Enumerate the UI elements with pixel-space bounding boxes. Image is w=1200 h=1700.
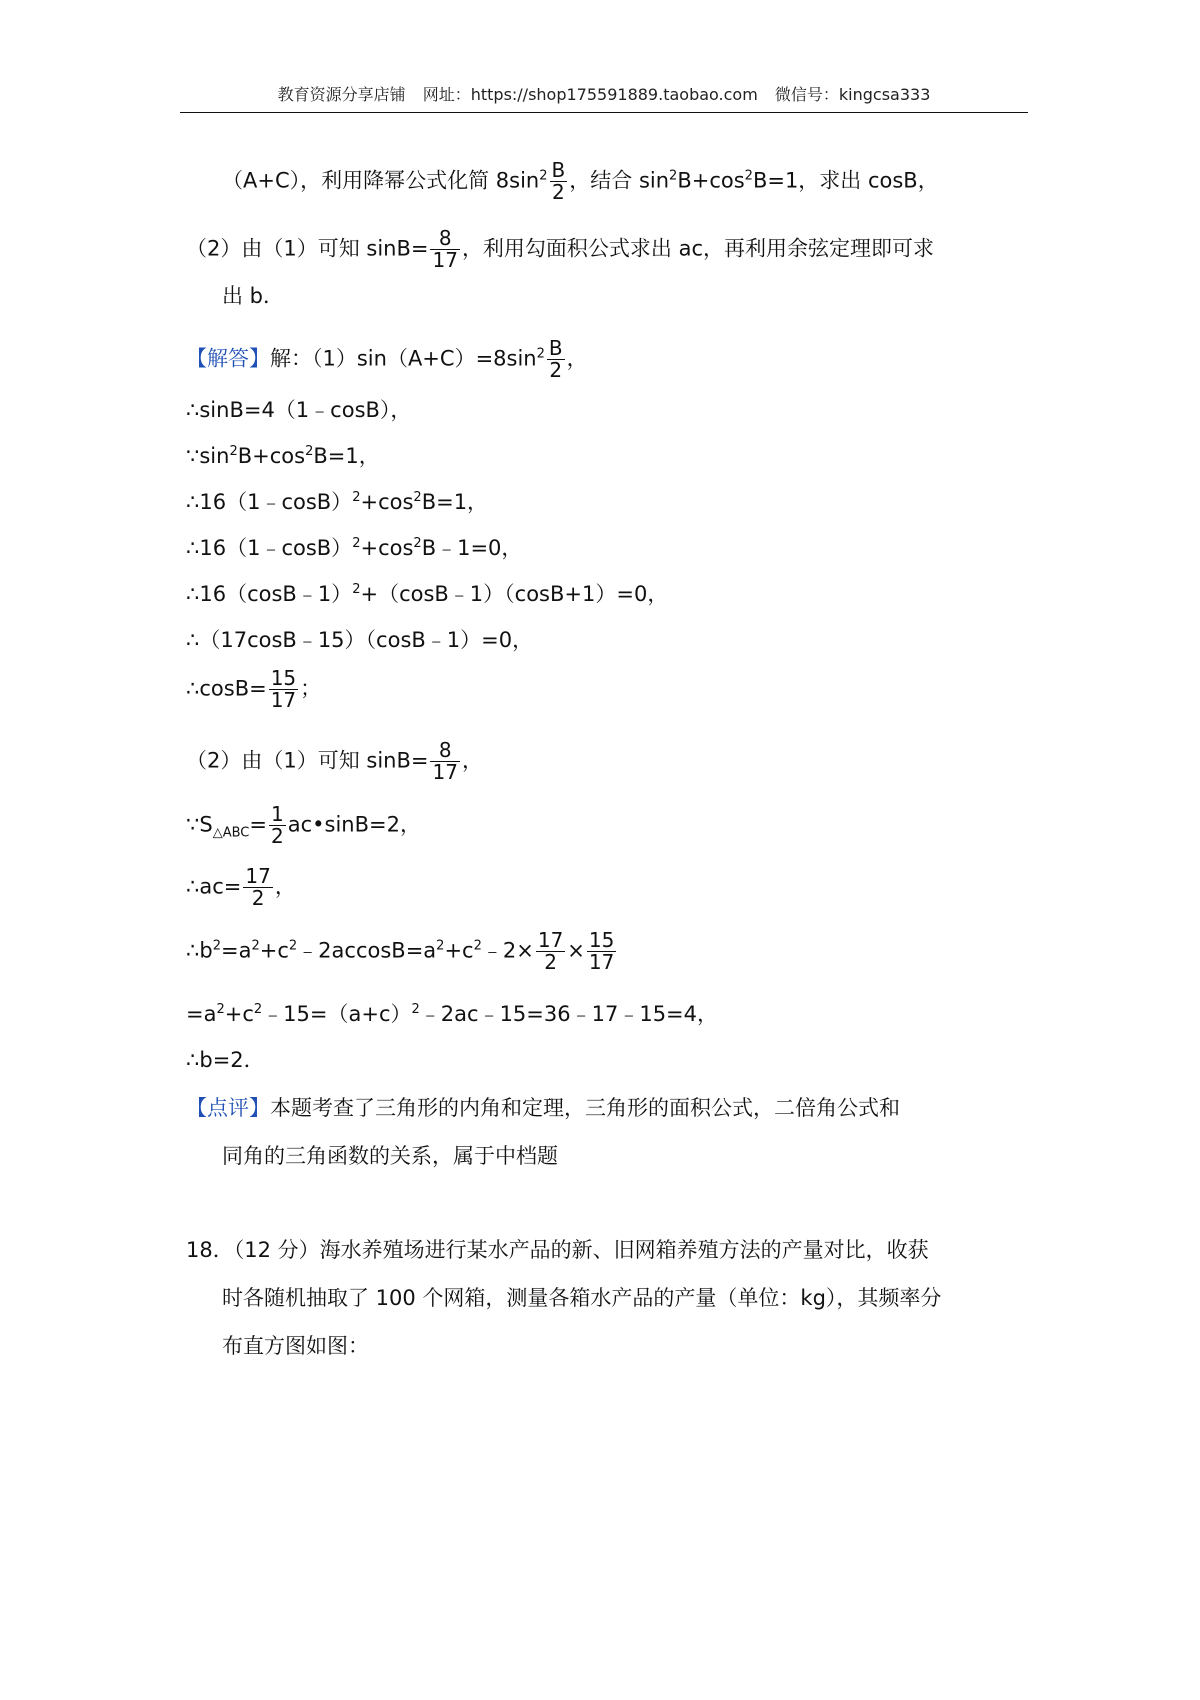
solution-step-6: ∴（17cosB﹣15）（cosB﹣1）=0， <box>186 628 534 652</box>
solution-step-10: $\therefore b^2=a^2+c^2﹣2accosB=a^2+c^2﹣2\times$ $\frac{17}{2}$ × $\frac{15}{17}$ <box>186 928 615 974</box>
solution-step-11: $=a^2+c^2﹣15=(a+c)^2﹣2ac﹣15=36﹣17﹣15=4$， <box>186 1002 719 1026</box>
header-shop: 教育资源分享店铺 <box>277 85 406 104</box>
solution-label: 【解答】 <box>186 346 270 371</box>
solution-intro: 【解答】解：$(1)\sin(A+C)=8\sin^2$ $\frac{B}{2}$ ， <box>186 336 588 382</box>
solution-step-3: $\therefore 16(1﹣\cos B)^2+\cos^2B=1$， <box>186 490 489 514</box>
comment-line-1: 【点评】本题考查了三角形的内角和定理，三角形的面积公式，二倍角公式和 <box>186 1096 900 1120</box>
analysis-line-1: （A+C），利用降幂公式化简 $8\sin^2$ $\frac{B}{2}$ ，结合 $\sin^2B+\cos^2B=1$，求出 cosB， <box>222 158 939 204</box>
solution-step-8: $\because S_{\triangle ABC}=$ $\frac{1}{2}$ ac•sinB=2， <box>186 802 421 848</box>
problem18-line-3: 布直方图如图： <box>222 1334 369 1358</box>
solution-step-2: $\because\sin^2B+\cos^2B=1$， <box>186 444 380 468</box>
solution-step-1: ∴sinB=4（1﹣cosB）， <box>186 398 412 422</box>
solution-step-5: ∴16（cosB﹣1）$^2$+（cosB﹣1）（cosB+1）=0， <box>186 582 669 606</box>
header-rule <box>180 112 1028 113</box>
comment-label: 【点评】 <box>186 1096 270 1120</box>
problem18-line-2: 时各随机抽取了 100 个网箱，测量各箱水产品的产量（单位：kg），其频率分 <box>222 1286 942 1310</box>
analysis-line-2: （2）由（1）可知 sinB= $\frac{8}{17}$ ，利用勾面积公式求出 ac，再利用余弦定理即可求 <box>186 226 935 272</box>
solution-step-12: ∴b=2． <box>186 1048 265 1072</box>
solution-step-4: $\therefore 16(1﹣\cos B)^2+\cos^2B﹣1=0$， <box>186 536 523 560</box>
solution-step-7: ∴cosB= $\frac{15}{17}$ ； <box>186 666 322 712</box>
page-header <box>180 82 1028 105</box>
problem18-line-1: 18．（12 分）海水养殖场进行某水产品的新、旧网箱养殖方法的产量对比，收获 <box>186 1238 929 1262</box>
solution-part-2: （2）由（1）可知 sinB= $\frac{8}{17}$ ， <box>186 738 483 784</box>
header-site: 网址：https://shop175591889.taobao.com <box>422 85 758 104</box>
analysis-line-3: 出 b． <box>222 284 285 308</box>
header-wechat: 微信号：kingcsa333 <box>774 85 931 104</box>
solution-step-9: ∴ac= $\frac{17}{2}$ ， <box>186 864 296 910</box>
comment-line-2: 同角的三角函数的关系，属于中档题 <box>222 1144 558 1168</box>
